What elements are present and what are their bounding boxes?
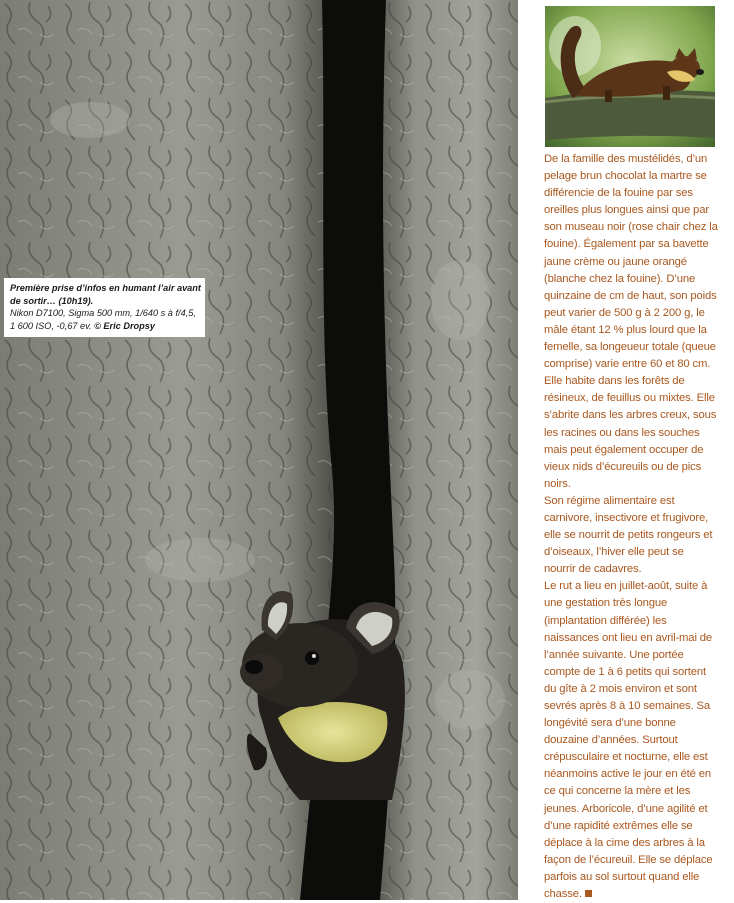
article-paragraph-reproduction-text: Le rut a lieu en juillet-août, suite à une gestation très longue (implantation différée) les naissances ont lieu en avril-mai de l’année suivante. Une portée compte de 1 à 6 petits qui sortent du gîte à 2 mois environ et sont sevrés après 8 à 10 semaines. Sa longévité sera d’une bonne douzaine d’années. Surtout crépusculaire et nocturne, elle est néanmoins active le jour en été en ce qui concerne la mère et les jeunes. Arboricole, d’une agilité et d’une rapidité extrêmes elle se déplace à la cime des arbres à la façon de l’écureuil. Elle se déplace parfois au sol surtout quand elle chasse. (544, 580, 713, 901)
caption-photo-credit: © Eric Dropsy (94, 320, 156, 331)
article-paragraph-description: De la famille des mustélidés, d’un pelage brun chocolat la martre se différencie de la fouine par ses oreilles plus longues ainsi que par son museau noir (rose chair chez la fouine). Également par sa bavette jaune crème ou jaune orangé (blanche chez la fouine). D’une quinzaine de cm de haut, son poids peut varier de 500 g à 2 200 g, le mâle étant 12 % plus lourd que la femelle, sa longeueur totale (queue comprise) varie entre 60 et 80 cm. (544, 153, 718, 371)
caption-tech-details (10, 307, 201, 332)
caption-headline: Première prise d’infos en humant l’air avant de sortir… (10h19). (10, 283, 201, 306)
end-of-article-square-icon (585, 890, 592, 897)
article-paragraph-reproduction (544, 578, 718, 903)
secondary-photo (545, 6, 715, 147)
marten-on-branch-illustration (545, 6, 715, 147)
article-body (544, 151, 718, 903)
article-paragraph-habitat: Elle habite dans les forêts de résineux, de feuillus ou mixtes. Elle s’abrite dans les arbres creux, sous les racines ou dans les souches mais peut également occuper de vieux nids d’écureuils ou de pics noirs. (544, 375, 717, 490)
article-paragraph-diet: Son régime alimentaire est carnivore, insectivore et frugivore, elle se nourrit de petits rongeurs et d’oiseaux, l’hiver elle peut se nourrir de cadavres. (544, 494, 713, 576)
photo-caption (4, 278, 205, 337)
caption-camera-settings: Nikon D7100, Sigma 500 mm, 1/640 s à f/4,5, 1 600 ISO, -0,67 ev. (10, 308, 196, 331)
